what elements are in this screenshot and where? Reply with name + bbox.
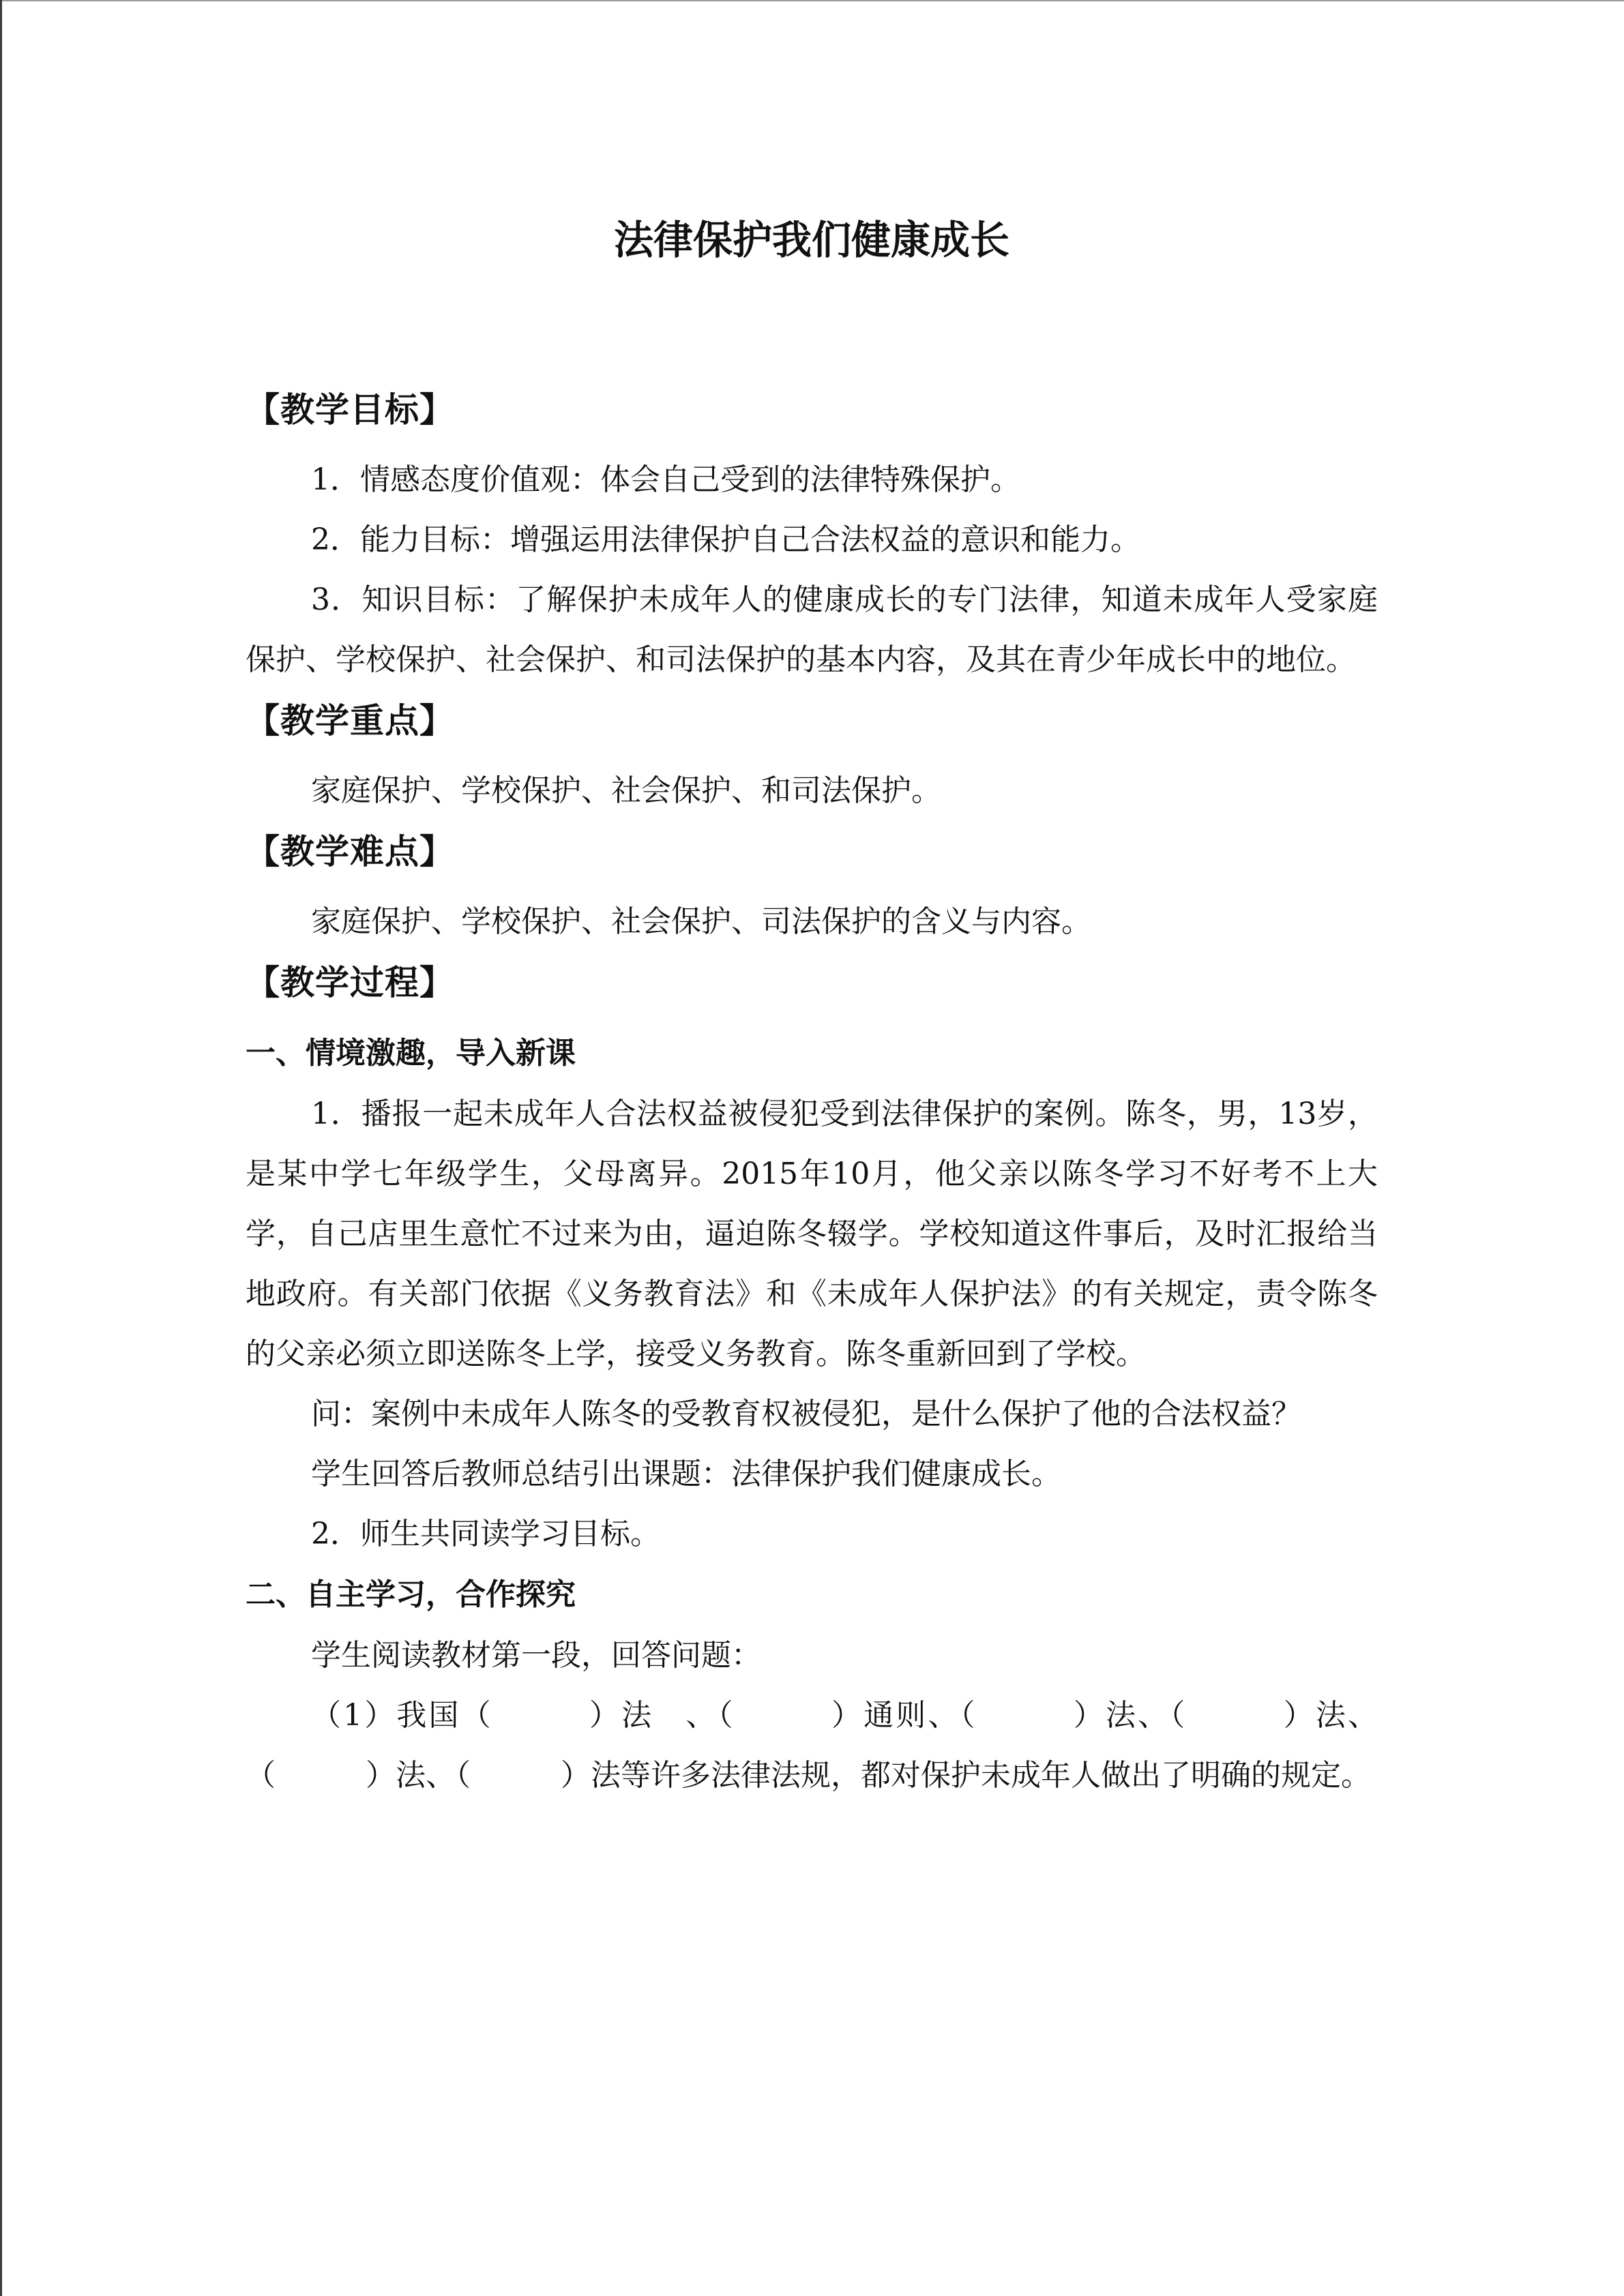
part2-heading: 二、自主学习，合作探究 bbox=[246, 1577, 576, 1612]
case-paragraph: 1．播报一起未成年人合法权益被侵犯受到法律保护的案例。陈冬，男，13岁，是某中学七年级学生，父母离异。2015年10月，他父亲以陈冬学习不好考不上大学，自己店里生意忙不过来为由，逼迫陈冬辍学。学校知道这件事后，及时汇报给当地政府。有关部门依据《义务教育法》和《未成年人保护法》的有关规定，责令陈冬的父亲必须立即送陈冬上学，接受义务教育。陈冬重新回到了学校。 bbox=[246, 1097, 1378, 1371]
page-left-border bbox=[0, 0, 2, 2296]
process-heading: 【教学过程】 bbox=[246, 963, 454, 1002]
key-points-text: 家庭保护、学校保护、社会保护、和司法保护。 bbox=[311, 773, 941, 808]
reading-intro: 学生阅读教材第一段，回答问题： bbox=[311, 1638, 761, 1673]
difficulties-heading: 【教学难点】 bbox=[246, 832, 454, 871]
document-body bbox=[246, 379, 1378, 1806]
case-question: 问：案例中未成年人陈冬的受教育权被侵犯，是什么保护了他的合法权益？ bbox=[311, 1397, 1301, 1431]
objectives-heading: 【教学目标】 bbox=[246, 390, 454, 430]
part1-heading: 一、情境激趣，导入新课 bbox=[246, 1036, 576, 1071]
key-points-heading: 【教学重点】 bbox=[246, 701, 454, 741]
objective-item-3: 3．知识目标：了解保护未成年人的健康成长的专门法律，知道未成年人受家庭保护、学校保护、社会保护、和司法保护的基本内容，及其在青少年成长中的地位。 bbox=[246, 582, 1378, 677]
difficulties-text: 家庭保护、学校保护、社会保护、司法保护的含义与内容。 bbox=[311, 904, 1091, 939]
objective-item-1: 1．情感态度价值观：体会自己受到的法律特殊保护。 bbox=[311, 462, 1020, 497]
read-goals: 2．师生共同读学习目标。 bbox=[311, 1517, 660, 1551]
question-1: （1）我国（ ）法 、（ ）通则、（ ）法、（ ）法、（ ）法、（ ）法等许多法律法规，都对保护未成年人做出了明确的规定。 bbox=[246, 1698, 1378, 1793]
teacher-summary: 学生回答后教师总结引出课题：法律保护我们健康成长。 bbox=[311, 1457, 1061, 1491]
document-title: 法律保护我们健康成长 bbox=[613, 217, 1009, 263]
objective-item-2: 2．能力目标：增强运用法律保护自己合法权益的意识和能力。 bbox=[311, 522, 1140, 557]
page-top-border bbox=[0, 0, 1624, 1]
